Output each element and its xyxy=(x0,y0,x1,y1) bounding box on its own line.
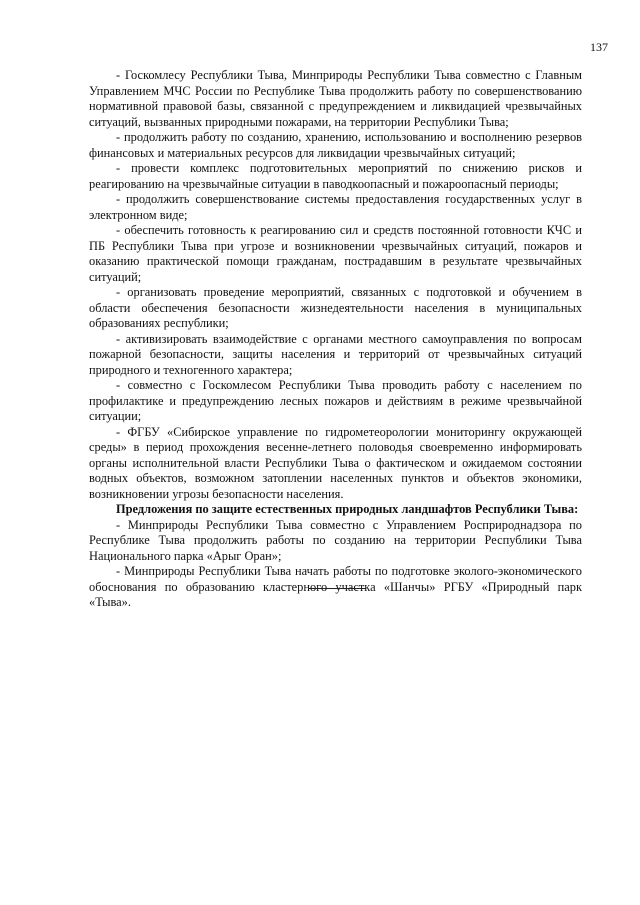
paragraph-8: - совместно с Госкомлесом Республики Тыва проводить работу с населением по профилактике и предупреждению лесных пожаров и действиям в режиме чрезвычайной ситуации; xyxy=(89,378,582,423)
paragraph-1: - Госкомлесу Республики Тыва, Минприроды Республики Тыва совместно с Главным Управлением МЧС России по Республике Тыва продолжить работу по совершенствованию нормативной правовой базы, связанной с предупреждением и ликвидацией чрезвычайных ситуаций, вызванных природными пожарами, на территории Республики Тыва; xyxy=(89,68,582,129)
paragraph-6: - организовать проведение мероприятий, связанных с подготовкой и обучением в области обеспечения безопасности жизнедеятельности населения в муниципальных образованиях республики; xyxy=(89,285,582,330)
page-number: 137 xyxy=(590,40,608,54)
paragraph-9: - ФГБУ «Сибирское управление по гидрометеорологии мониторингу окружающей среды» в период прохождения весенне-летнего половодья своевременно информировать органы исполнительной власти Республики Тыва о фактическом и ожидаемом состоянии водных объектов, возможном затоплении населенных пунктов и объектов экономики, возникновении угрозы безопасности населения. xyxy=(89,424,582,501)
paragraph-7: - активизировать взаимодействие с органами местного самоуправления по вопросам пожарной безопасности, защиты населения и территорий от чрезвычайных ситуаций природного и техногенного характера; xyxy=(89,331,582,377)
section-heading: Предложения по защите естественных природных ландшафтов Республики Тыва: xyxy=(116,502,579,516)
closing-divider xyxy=(308,588,366,589)
document-body xyxy=(89,68,582,611)
paragraph-2: - продолжить работу по созданию, хранению, использованию и восполнению резервов финансовых и материальных ресурсов для ликвидации чрезвычайных ситуаций; xyxy=(89,130,582,160)
paragraph-3: - провести комплекс подготовительных мероприятий по снижению рисков и реагированию на чрезвычайные ситуации в паводкоопасный и пожароопасный периоды; xyxy=(89,161,582,191)
section-paragraph-2: - Минприроды Республики Тыва начать работы по подготовке эколого-экономического обоснования по образованию кластерного участка «Шанчы» РГБУ «Природный парк «Тыва». xyxy=(89,564,582,609)
section-paragraph-1: - Минприроды Республики Тыва совместно с Управлением Росприроднадзора по Республике Тыва продолжить работы по созданию на территории Республики Тыва Национального парка «Арыг Оран»; xyxy=(89,517,582,563)
paragraph-4: - продолжить совершенствование системы предоставления государственных услуг в электронном виде; xyxy=(89,192,582,222)
paragraph-5: - обеспечить готовность к реагированию сил и средств постоянной готовности КЧС и ПБ Республики Тыва при угрозе и возникновении чрезвычайных ситуаций, пожаров и оказанию практической помощи гражданам, пострадавшим в результате чрезвычайных ситуаций; xyxy=(89,223,582,284)
